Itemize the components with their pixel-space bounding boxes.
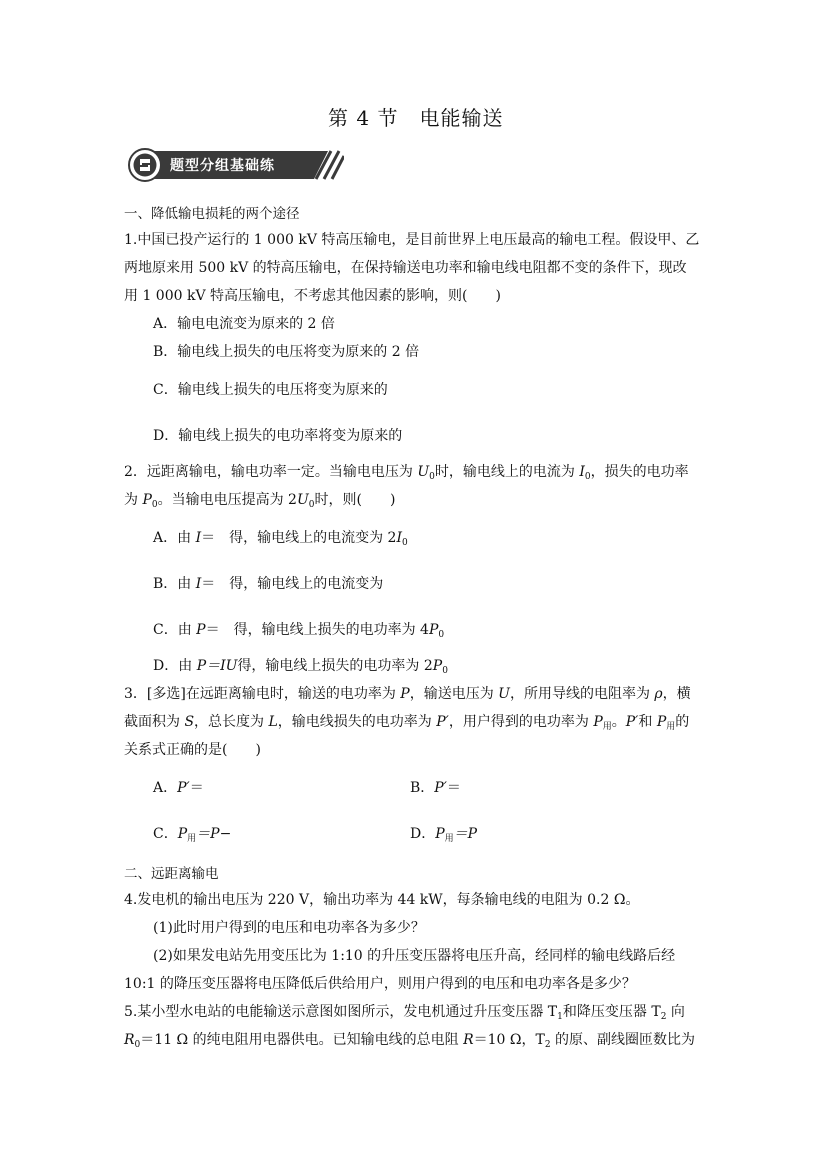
q1-option-b: B．输电线上损失的电压将变为原来的 2 倍	[153, 344, 420, 360]
q2-option-c: C．由 P＝ 得，输电线上损失的电功率为 $4P_0$	[153, 622, 445, 640]
q2-line2: 为 $P_0$。当输电电压提高为 $2U_0$时，则( )	[124, 492, 396, 510]
page-title: 第 4 节 电能输送	[328, 106, 504, 130]
q4-sub1: (1)此时用户得到的电压和电功率各为多少？	[153, 920, 425, 936]
q3-line3: 关系式正确的是( )	[124, 742, 261, 758]
q2-option-a: A．由 I＝ 得，输电线上的电流变为 $2I_0$	[153, 530, 408, 548]
q2-option-b: B．由 I＝ 得，输电线上的电流变为	[153, 576, 384, 592]
q5-line1: 5.某小型水电站的电能输送示意图如图所示，发电机通过升压变压器 $T_1$和降压变压器 $T_2$ 向	[124, 1004, 685, 1022]
q4-line1: 4.发电机的输出电压为 220 V，输出功率为 44 kW，每条输电线的电阻为 0.2 Ω。	[124, 892, 640, 908]
q3-option-a: A．P′＝	[153, 780, 204, 796]
q1-option-d: D．输电线上损失的电功率将变为原来的	[153, 428, 403, 444]
section-banner	[128, 148, 344, 182]
q1-line1: 1.中国已投产运行的 1 000 kV 特高压输电，是目前世界上电压最高的输电工程。假设甲、乙	[124, 232, 700, 248]
q1-option-c: C．输电线上损失的电压将变为原来的	[153, 382, 388, 398]
section-heading-2: 二、远距离输电	[124, 866, 219, 882]
q4-sub2: (2)如果发电站先用变压比为 1:10 的升压变压器将电压升高，经同样的输电线路后经	[153, 948, 676, 964]
q4-line4: 10:1 的降压变压器将电压降低后供给用户，则用户得到的电压和电功率各是多少？	[124, 976, 636, 992]
q3-option-d: D．$P_用=P$	[410, 826, 478, 844]
q1-option-a: A．输电电流变为原来的 2 倍	[153, 316, 335, 332]
section-heading-1: 一、降低输电损耗的两个途径	[124, 206, 300, 222]
q3-option-b: B．P′＝	[410, 780, 461, 796]
q1-line2: 两地原来用 500 kV 的特高压输电，在保持输送电功率和输电线电阻都不变的条件下，现改	[124, 260, 687, 276]
q3-line1: 3．[多选]在远距离输电时，输送的电功率为 P，输送电压为 U，所用导线的电阻率为 ρ，横	[124, 686, 691, 702]
q2-option-d: D．由 P＝IU得，输电线上损失的电功率为 $2P_0$	[153, 658, 448, 676]
banner-label: 题型分组基础练	[170, 158, 275, 174]
q1-line3: 用 1 000 kV 特高压输电，不考虑其他因素的影响，则( )	[124, 288, 501, 304]
q3-option-c: C．$P_用=P-$	[153, 826, 232, 844]
q5-line2: $R_0=11$ Ω 的纯电阻用电器供电。已知输电线的总电阻 R＝10 Ω，$T_2$ 的原、副线圈匝数比为	[124, 1032, 696, 1050]
q3-line2: 截面积为 S，总长度为 L，输电线损失的电功率为 P′，用户得到的电功率为 $P_用$。P′和 $P_用$的	[124, 714, 690, 732]
q2-line1: 2．远距离输电，输电功率一定。当输电电压为 $U_0$时，输电线上的电流为 $I_0$，损失的电功率	[124, 464, 689, 482]
